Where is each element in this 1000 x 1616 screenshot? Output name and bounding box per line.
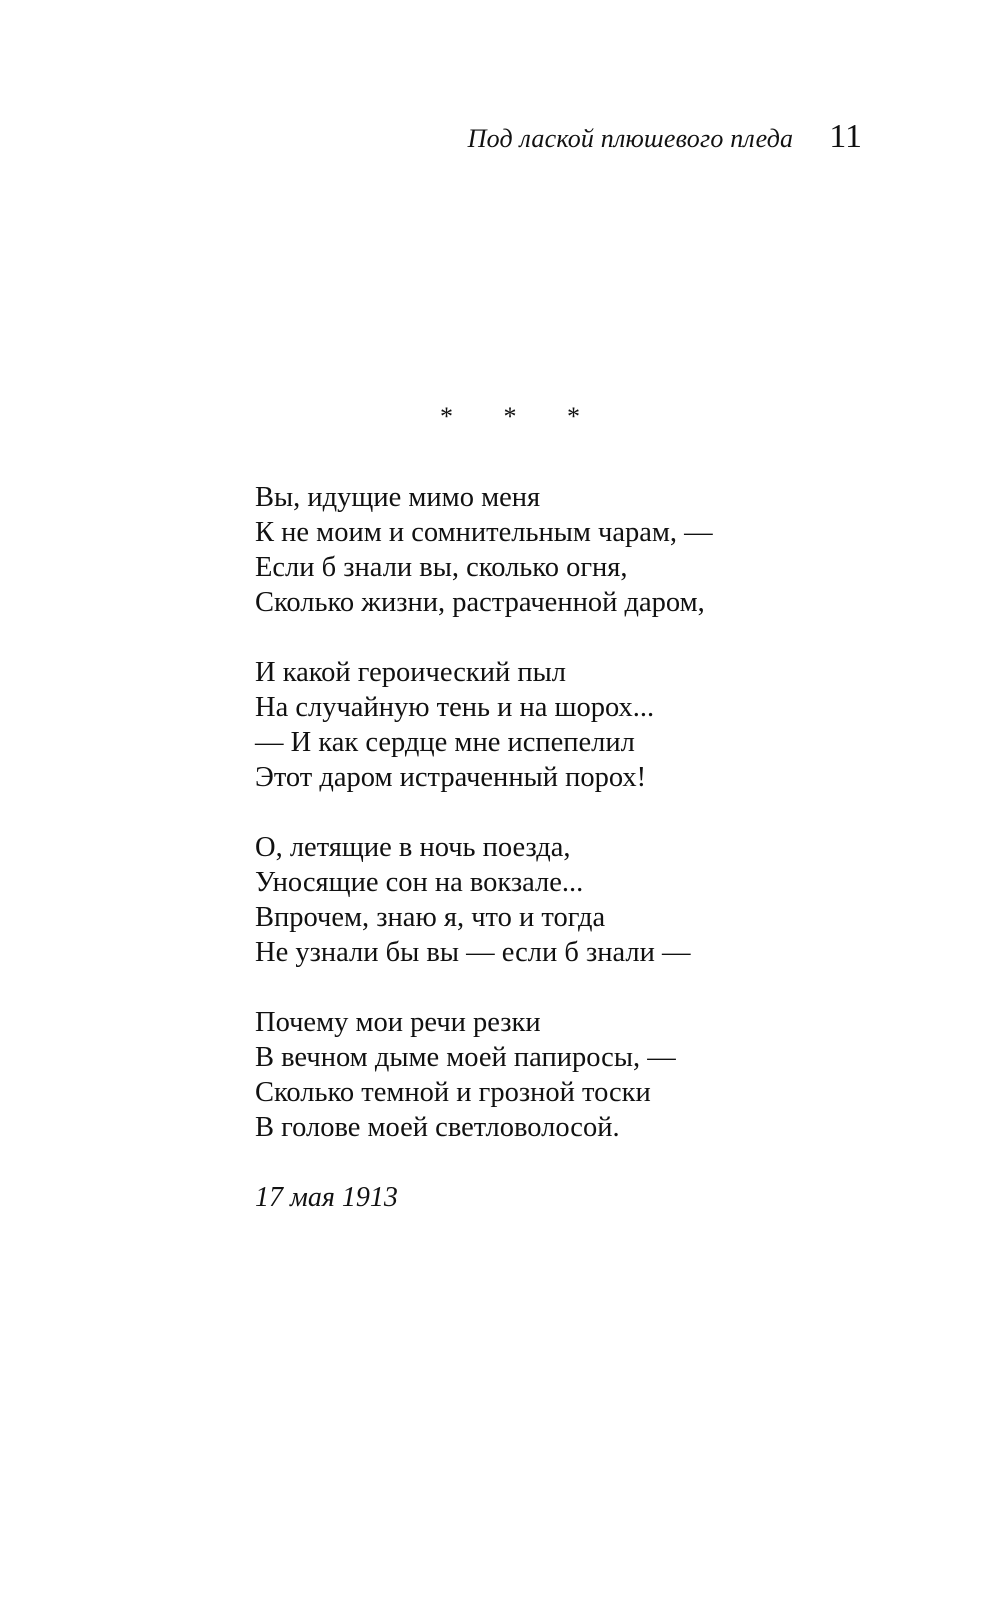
poem-line: Впрочем, знаю я, что и тогда: [255, 902, 606, 933]
poem-line: В голове моей светловолосой.: [255, 1112, 620, 1143]
running-head: [468, 118, 862, 156]
poem-line: Вы, идущие мимо меня: [255, 482, 541, 513]
stanza-1: [255, 480, 895, 620]
poem-line: Этот даром истраченный порох!: [255, 762, 647, 793]
poem-line: Сколько темной и грозной тоски: [255, 1077, 651, 1108]
poem-line: Уносящие сон на вокзале...: [255, 867, 584, 898]
stanza-2: [255, 655, 895, 795]
poem-line: Почему мои речи резки: [255, 1007, 541, 1038]
poem-line: Не узнали бы вы — если б знали —: [255, 937, 691, 968]
poem-line: В вечном дыме моей папиросы, —: [255, 1042, 676, 1073]
stanza-3: [255, 830, 895, 970]
poem-line: И какой героический пыл: [255, 657, 566, 688]
stanza-4: [255, 1005, 895, 1145]
poem-line: — И как сердце мне испепелил: [255, 727, 635, 758]
running-title: Под лаской плюшевого пледа: [467, 124, 794, 153]
page-number: 11: [829, 118, 862, 155]
poem-line: О, летящие в ночь поезда,: [255, 832, 571, 863]
poem-line: К не моим и сомнительным чарам, —: [255, 517, 713, 548]
poem-line: Сколько жизни, растраченной даром,: [255, 587, 705, 618]
poem-line: Если б знали вы, сколько огня,: [255, 552, 628, 583]
poem-date: 17 мая 1913: [255, 1182, 398, 1213]
asterism-divider: * * *: [440, 402, 602, 431]
poem-body: [255, 480, 895, 1215]
poem-line: На случайную тень и на шорох...: [255, 692, 655, 723]
